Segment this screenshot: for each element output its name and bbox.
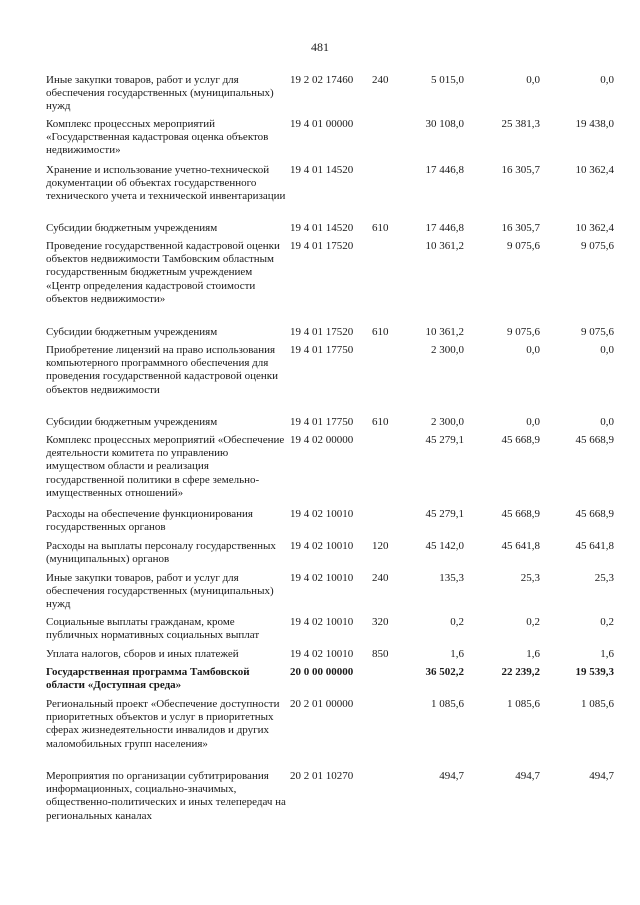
table-cell-value-3: 1,6 xyxy=(600,648,614,660)
table-cell-name: Расходы на выплаты персоналу государственных (муниципальных) органов xyxy=(46,540,276,566)
table-cell-name: Мероприятия по организации субтитрирования информационных, социально-значимых, общественно-политических и иных телепередач на региональных каналах xyxy=(46,770,286,822)
table-cell-value-1: 45 142,0 xyxy=(425,540,464,552)
table-cell-value-1: 10 361,2 xyxy=(425,240,464,252)
table-cell-value-2: 0,0 xyxy=(526,344,540,356)
table-cell-value-2: 45 668,9 xyxy=(501,508,540,520)
table-cell-expense-type: 850 xyxy=(372,648,389,660)
table-cell-code: 19 4 01 17520 xyxy=(290,240,354,252)
table-cell-value-3: 45 668,9 xyxy=(575,434,614,446)
table-cell-value-1: 1 085,6 xyxy=(431,698,464,710)
table-cell-value-2: 25 381,3 xyxy=(501,118,540,130)
table-cell-name: Иные закупки товаров, работ и услуг для обеспечения государственных (муниципальных) нужд xyxy=(46,572,274,611)
table-cell-value-2: 1 085,6 xyxy=(507,698,540,710)
table-cell-value-2: 22 239,2 xyxy=(501,666,540,678)
table-cell-value-3: 45 641,8 xyxy=(575,540,614,552)
table-cell-name: Субсидии бюджетным учреждениям xyxy=(46,326,218,338)
table-cell-code: 19 4 01 14520 xyxy=(290,222,354,234)
table-cell-value-3: 0,0 xyxy=(600,74,614,86)
table-cell-code: 19 4 02 10010 xyxy=(290,648,354,660)
table-cell-code: 19 4 02 00000 xyxy=(290,434,354,446)
table-cell-value-1: 0,2 xyxy=(450,616,464,628)
table-cell-name: Проведение государственной кадастровой оценки объектов недвижимости Тамбовским областным государственным бюджетным учреждением «Центр определения кадастровой стоимости объектов недвижимости» xyxy=(46,240,280,305)
table-cell-value-2: 0,0 xyxy=(526,74,540,86)
table-cell-expense-type: 610 xyxy=(372,416,389,428)
table-cell-value-2: 494,7 xyxy=(515,770,540,782)
table-cell-expense-type: 320 xyxy=(372,616,389,628)
table-cell-code: 19 4 02 10010 xyxy=(290,508,354,520)
table-cell-code: 19 4 01 14520 xyxy=(290,164,354,176)
table-cell-value-1: 2 300,0 xyxy=(431,344,464,356)
table-cell-value-3: 494,7 xyxy=(589,770,614,782)
table-cell-name: Расходы на обеспечение функционирования государственных органов xyxy=(46,508,253,534)
table-cell-code: 20 2 01 10270 xyxy=(290,770,354,782)
table-cell-value-1: 36 502,2 xyxy=(425,666,464,678)
table-cell-value-3: 1 085,6 xyxy=(581,698,614,710)
table-cell-value-3: 0,0 xyxy=(600,416,614,428)
table-cell-name: Комплекс процессных мероприятий «Обеспечение деятельности комитета по управлению имуществом области и реализация государственной политики в сфере земельно-имущественных отношений» xyxy=(46,434,285,499)
table-cell-name: Социальные выплаты гражданам, кроме публичных нормативных социальных выплат xyxy=(46,616,260,642)
table-cell-value-1: 45 279,1 xyxy=(425,508,464,520)
table-cell-code: 19 4 02 10010 xyxy=(290,616,354,628)
table-cell-value-3: 19 539,3 xyxy=(575,666,614,678)
table-cell-value-2: 16 305,7 xyxy=(501,222,540,234)
table-cell-value-3: 9 075,6 xyxy=(581,240,614,252)
table-cell-expense-type: 610 xyxy=(372,222,389,234)
table-cell-code: 19 4 01 17750 xyxy=(290,416,354,428)
table-cell-code: 20 2 01 00000 xyxy=(290,698,354,710)
table-cell-value-2: 45 668,9 xyxy=(501,434,540,446)
table-cell-expense-type: 240 xyxy=(372,572,389,584)
table-cell-value-1: 1,6 xyxy=(450,648,464,660)
table-cell-code: 19 4 01 17520 xyxy=(290,326,354,338)
table-cell-code: 19 4 01 00000 xyxy=(290,118,354,130)
table-cell-value-3: 10 362,4 xyxy=(575,164,614,176)
table-cell-value-2: 0,2 xyxy=(526,616,540,628)
table-cell-value-2: 45 641,8 xyxy=(501,540,540,552)
table-cell-name: Субсидии бюджетным учреждениям xyxy=(46,416,218,428)
table-cell-value-1: 17 446,8 xyxy=(425,222,464,234)
table-cell-value-3: 9 075,6 xyxy=(581,326,614,338)
page-number: 481 xyxy=(311,40,329,54)
table-cell-value-1: 45 279,1 xyxy=(425,434,464,446)
table-cell-value-1: 5 015,0 xyxy=(431,74,464,86)
table-cell-value-3: 25,3 xyxy=(594,572,614,584)
table-cell-name: Уплата налогов, сборов и иных платежей xyxy=(46,648,239,660)
table-cell-value-2: 16 305,7 xyxy=(501,164,540,176)
table-cell-value-3: 0,2 xyxy=(600,616,614,628)
table-cell-name: Государственная программа Тамбовской области «Доступная среда» xyxy=(46,666,250,692)
table-cell-value-3: 19 438,0 xyxy=(575,118,614,130)
table-cell-expense-type: 610 xyxy=(372,326,389,338)
table-cell-code: 19 4 02 10010 xyxy=(290,540,354,552)
table-cell-value-1: 17 446,8 xyxy=(425,164,464,176)
table-cell-value-1: 494,7 xyxy=(439,770,464,782)
table-cell-expense-type: 240 xyxy=(372,74,389,86)
table-cell-code: 19 2 02 17460 xyxy=(290,74,354,86)
table-cell-value-2: 9 075,6 xyxy=(507,240,540,252)
table-cell-expense-type: 120 xyxy=(372,540,389,552)
table-cell-value-1: 2 300,0 xyxy=(431,416,464,428)
table-cell-value-2: 1,6 xyxy=(526,648,540,660)
table-cell-value-3: 45 668,9 xyxy=(575,508,614,520)
table-cell-name: Региональный проект «Обеспечение доступности приоритетных объектов и услуг в приоритетных сферах жизнедеятельности инвалидов и других маломобильных групп населения» xyxy=(46,698,280,750)
table-cell-value-1: 30 108,0 xyxy=(425,118,464,130)
table-cell-name: Иные закупки товаров, работ и услуг для обеспечения государственных (муниципальных) нужд xyxy=(46,74,274,113)
table-cell-value-1: 10 361,2 xyxy=(425,326,464,338)
table-cell-code: 19 4 01 17750 xyxy=(290,344,354,356)
table-cell-value-1: 135,3 xyxy=(439,572,464,584)
table-cell-value-3: 10 362,4 xyxy=(575,222,614,234)
table-cell-code: 19 4 02 10010 xyxy=(290,572,354,584)
table-cell-name: Приобретение лицензий на право использования компьютерного программного обеспечения для проведения государственной кадастровой оценки объектов недвижимости xyxy=(46,344,278,396)
table-cell-name: Комплекс процессных мероприятий «Государственная кадастровая оценка объектов недвижимости» xyxy=(46,118,269,157)
table-cell-value-2: 25,3 xyxy=(520,572,540,584)
table-cell-name: Хранение и использование учетно-технической документации об объектах государственного технического учета и технической инвентаризации xyxy=(46,164,286,203)
table-cell-name: Субсидии бюджетным учреждениям xyxy=(46,222,218,234)
table-cell-value-3: 0,0 xyxy=(600,344,614,356)
table-cell-value-2: 0,0 xyxy=(526,416,540,428)
table-cell-code: 20 0 00 00000 xyxy=(290,666,354,678)
table-cell-value-2: 9 075,6 xyxy=(507,326,540,338)
